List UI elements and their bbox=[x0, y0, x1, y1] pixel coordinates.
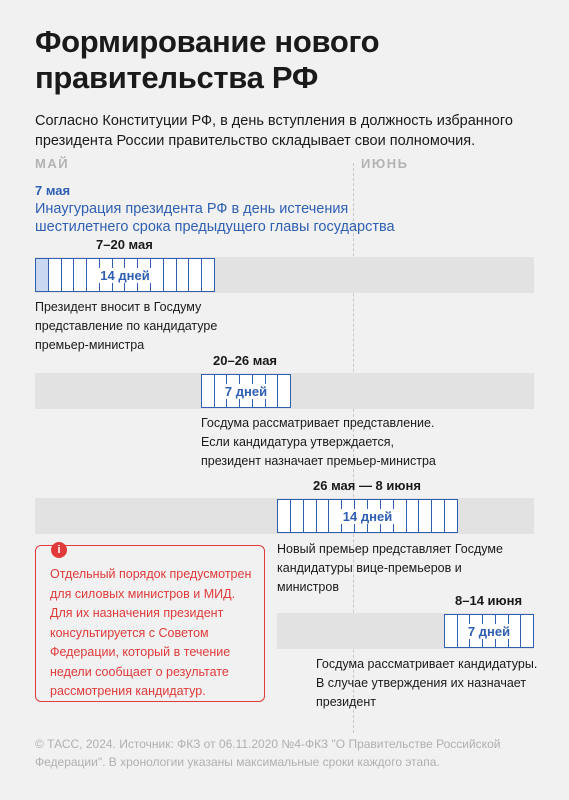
stage-1-description: Президент вносит в Госдуму представление по кандидатуре премьер-министра bbox=[35, 300, 218, 352]
month-label-june: ИЮНЬ bbox=[361, 156, 409, 171]
stage-3-description: Новый премьер представляет Госдуме кандидатуры вице-премьеров и министров bbox=[277, 542, 503, 594]
note-text: Отдельный порядок предусмотрен для силовых министров и МИД. Для их назначения президент консультируется с Советом Федерации, который в течение недели сообщает о результате рассмотрения кандидатур. bbox=[50, 567, 252, 698]
stage-3-days: 14 дней bbox=[340, 509, 395, 524]
stage-4-days: 7 дней bbox=[465, 624, 513, 639]
inauguration-date: 7 мая bbox=[35, 183, 71, 198]
info-icon: i bbox=[51, 542, 67, 558]
stage-2-range: 20–26 мая bbox=[213, 353, 278, 368]
stage-4-range: 8–14 июня bbox=[455, 593, 523, 608]
stage-4-description: Госдума рассматривает кандидатуры. В случае утверждения их назначает президент bbox=[316, 657, 538, 709]
footer-source: © ТАСС, 2024. Источник: ФКЗ от 06.11.2020 №4-ФКЗ "О Правительстве Российской Федерации". В хронологии указаны максимальные сроки каждого этапа. bbox=[35, 737, 501, 769]
stage-2-days: 7 дней bbox=[222, 384, 270, 399]
stage-1-range: 7–20 мая bbox=[96, 237, 153, 252]
intro-text: Согласно Конституции РФ, в день вступления в должность избранного президента России правительство складывает свои полномочия. bbox=[35, 113, 513, 149]
page-title: Формирование нового правительства РФ bbox=[35, 24, 380, 95]
stage-1-days: 14 дней bbox=[97, 268, 152, 283]
month-label-may: МАЙ bbox=[35, 156, 70, 171]
inauguration-text: Инаугурация президента РФ в день истечения шестилетнего срока предыдущего главы государства bbox=[35, 201, 395, 235]
stage-2-description: Госдума рассматривает представление. Если кандидатура утверждается, президент назначает премьер-министра bbox=[201, 416, 436, 468]
stage-3-range: 26 мая — 8 июня bbox=[313, 478, 421, 493]
